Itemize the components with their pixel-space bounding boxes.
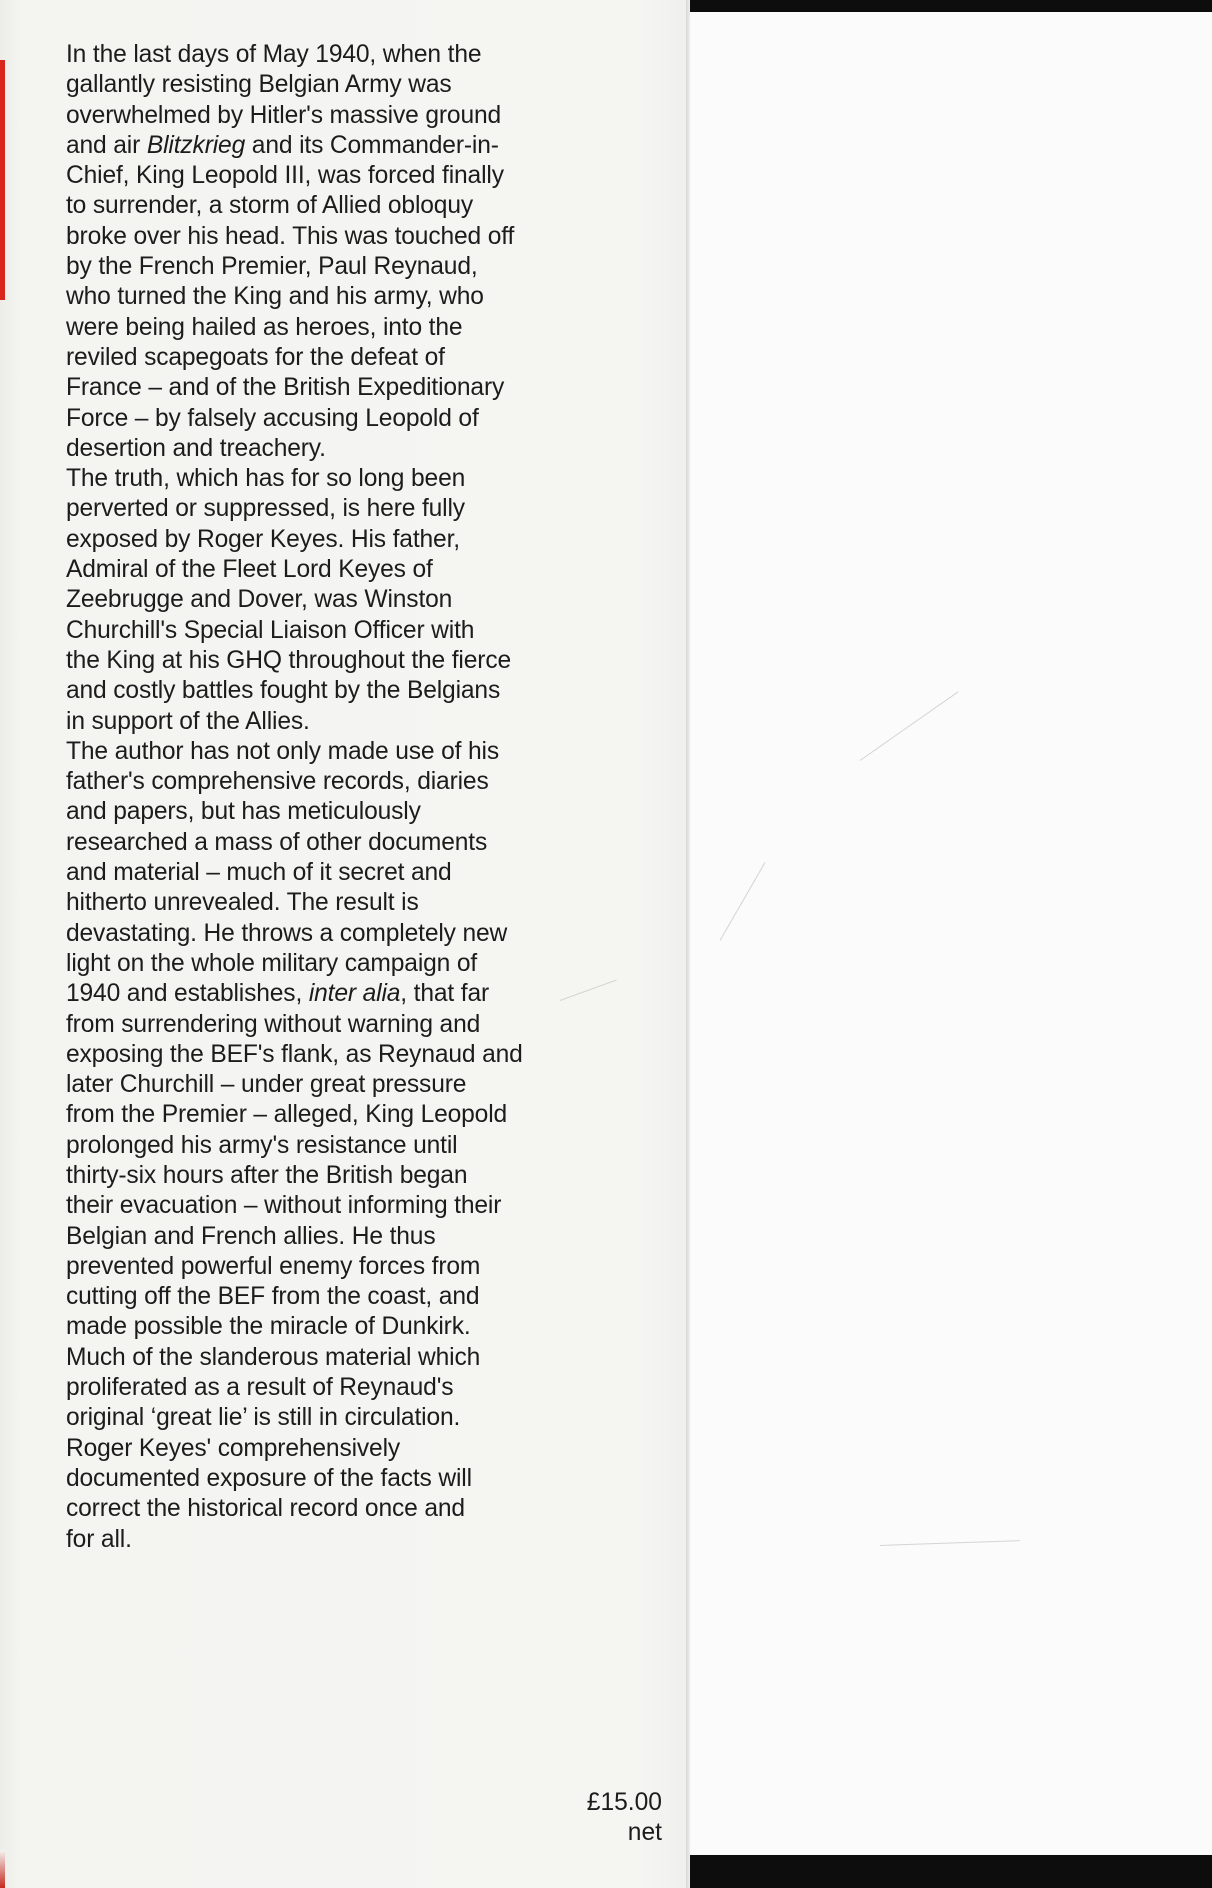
blurb-segment: light on the whole military campaign of — [66, 949, 478, 977]
blurb-segment: prevented powerful enemy forces from — [66, 1252, 481, 1280]
blurb-segment: overwhelmed by Hitler's massive ground — [66, 101, 502, 129]
blurb-line — [66, 464, 576, 494]
red-spine-edge — [0, 60, 5, 300]
blurb-line — [66, 707, 576, 737]
blurb-segment: France – and of the British Expeditionary — [66, 374, 505, 402]
blurb-line — [66, 1373, 576, 1403]
blurb-line — [66, 494, 576, 524]
blurb-segment: from surrendering without warning and — [66, 1010, 481, 1038]
blurb-segment: and costly battles fought by the Belgians — [66, 677, 501, 705]
blurb-line — [66, 191, 576, 221]
blurb-line — [66, 525, 576, 555]
blurb-line — [66, 1070, 576, 1100]
price-label — [587, 1788, 662, 1848]
blurb-segment: In the last days of May 1940, when the — [66, 41, 482, 68]
blurb-segment: devastating. He throws a completely new — [66, 919, 508, 947]
bottom-black-band — [690, 1855, 1212, 1888]
blurb-segment: for all. — [66, 1525, 132, 1553]
blurb-line — [66, 646, 576, 676]
blurb-segment: by the French Premier, Paul Reynaud, — [66, 253, 478, 281]
blurb-segment: The truth, which has for so long been — [66, 465, 466, 493]
blurb-line — [66, 1100, 576, 1130]
blurb-line — [66, 1312, 576, 1342]
blurb-segment: hitherto unrevealed. The result is — [66, 889, 419, 917]
blurb-line — [66, 404, 576, 434]
price-amount: £15.00 — [586, 1789, 662, 1816]
blurb-segment: original ‘great lie’ is still in circulation. — [66, 1404, 461, 1432]
blurb-line — [66, 979, 576, 1009]
blurb-line — [66, 282, 576, 312]
blurb-line — [66, 161, 576, 191]
blurb-line — [66, 919, 576, 949]
blurb-line — [66, 1494, 576, 1524]
blurb-segment: their evacuation – without informing their — [66, 1192, 502, 1220]
blurb-line — [66, 70, 576, 100]
blurb-segment: and air — [66, 131, 147, 159]
blurb-line — [66, 888, 576, 918]
blurb-line — [66, 1464, 576, 1494]
blurb-line — [66, 131, 576, 161]
blurb-line — [66, 767, 576, 797]
blurb-line — [66, 40, 576, 70]
blurb-segment: Zeebrugge and Dover, was Winston — [66, 586, 453, 614]
blurb-italic-segment: inter alia — [308, 980, 401, 1008]
blurb-line — [66, 434, 576, 464]
blurb-segment: later Churchill – under great pressure — [66, 1071, 467, 1099]
blurb-line — [66, 101, 576, 131]
blurb-segment: to surrender, a storm of Allied obloquy — [66, 192, 474, 220]
blurb-line — [66, 252, 576, 282]
blurb-segment: Admiral of the Fleet Lord Keyes of — [66, 556, 433, 584]
blurb-line — [66, 797, 576, 827]
blurb-line — [66, 373, 576, 403]
blurb-line — [66, 1343, 576, 1373]
blurb-segment: gallantly resisting Belgian Army was — [66, 71, 452, 99]
blurb-segment: cutting off the BEF from the coast, and — [66, 1283, 480, 1311]
blurb-line — [66, 828, 576, 858]
blurb-line — [66, 1403, 576, 1433]
red-spine-edge-bottom — [0, 1850, 5, 1888]
blurb-segment: thirty-six hours after the British began — [66, 1161, 468, 1189]
blurb-segment: and its Commander-in- — [245, 131, 499, 159]
blurb-segment: researched a mass of other documents — [66, 828, 488, 856]
blurb-line — [66, 313, 576, 343]
blurb-segment: in support of the Allies. — [66, 707, 310, 735]
blurb-segment: who turned the King and his army, who — [66, 283, 484, 311]
blurb-line — [66, 222, 576, 252]
blurb-segment: Churchill's Special Liaison Officer with — [66, 616, 475, 644]
blurb-segment: Chief, King Leopold III, was forced finally — [66, 162, 504, 190]
blurb-line — [66, 616, 576, 646]
blurb-line — [66, 343, 576, 373]
blurb-segment: , that far — [400, 980, 490, 1008]
blurb-segment: and material – much of it secret and — [66, 859, 452, 887]
blurb-segment: exposed by Roger Keyes. His father, — [66, 525, 460, 553]
blurb-segment: correct the historical record once and — [66, 1495, 465, 1523]
blurb-segment: 1940 and establishes, — [66, 980, 309, 1008]
blurb-line — [66, 1010, 576, 1040]
blurb-segment: proliferated as a result of Reynaud's — [66, 1374, 454, 1402]
blurb-segment: reviled scapegoats for the defeat of — [66, 343, 445, 371]
blurb-line — [66, 1222, 576, 1252]
blurb-segment: broke over his head. This was touched off — [66, 222, 515, 250]
blurb-segment: documented exposure of the facts will — [66, 1464, 472, 1492]
blurb-line — [66, 949, 576, 979]
blurb-segment: and papers, but has meticulously — [66, 798, 421, 826]
blurb-segment: Roger Keyes' comprehensively — [66, 1434, 401, 1462]
back-cover-panel — [690, 12, 1212, 1854]
blurb-segment: from the Premier – alleged, King Leopold — [66, 1101, 508, 1129]
blurb-line — [66, 1525, 576, 1555]
blurb-line — [66, 1434, 576, 1464]
blurb-line — [66, 1252, 576, 1282]
blurb-line — [66, 1131, 576, 1161]
blurb-segment: the King at his GHQ throughout the fierce — [66, 646, 511, 674]
blurb-line — [66, 555, 576, 585]
blurb-line — [66, 1282, 576, 1312]
blurb-line — [66, 676, 576, 706]
blurb-segment: desertion and treachery. — [66, 434, 326, 462]
blurb-line — [66, 1161, 576, 1191]
blurb-segment: prolonged his army's resistance until — [66, 1131, 458, 1159]
blurb-segment: exposing the BEF's flank, as Reynaud and — [66, 1040, 523, 1068]
blurb-segment: Force – by falsely accusing Leopold of — [66, 404, 479, 432]
blurb-line — [66, 1191, 576, 1221]
blurb-line — [66, 858, 576, 888]
blurb-segment: perverted or suppressed, is here fully — [66, 495, 465, 523]
blurb-line — [66, 737, 576, 767]
blurb-segment: father's comprehensive records, diaries — [66, 768, 489, 796]
blurb-segment: Much of the slanderous material which — [66, 1343, 481, 1371]
blurb-line — [66, 1040, 576, 1070]
price-suffix: net — [627, 1819, 662, 1846]
blurb-segment: The author has not only made use of his — [66, 737, 500, 765]
blurb-italic-segment: Blitzkrieg — [146, 131, 246, 159]
blurb-text — [66, 40, 576, 1555]
blurb-segment: were being hailed as heroes, into the — [66, 313, 463, 341]
blurb-segment: made possible the miracle of Dunkirk. — [66, 1313, 471, 1341]
blurb-segment: Belgian and French allies. He thus — [66, 1222, 436, 1250]
blurb-line — [66, 585, 576, 615]
